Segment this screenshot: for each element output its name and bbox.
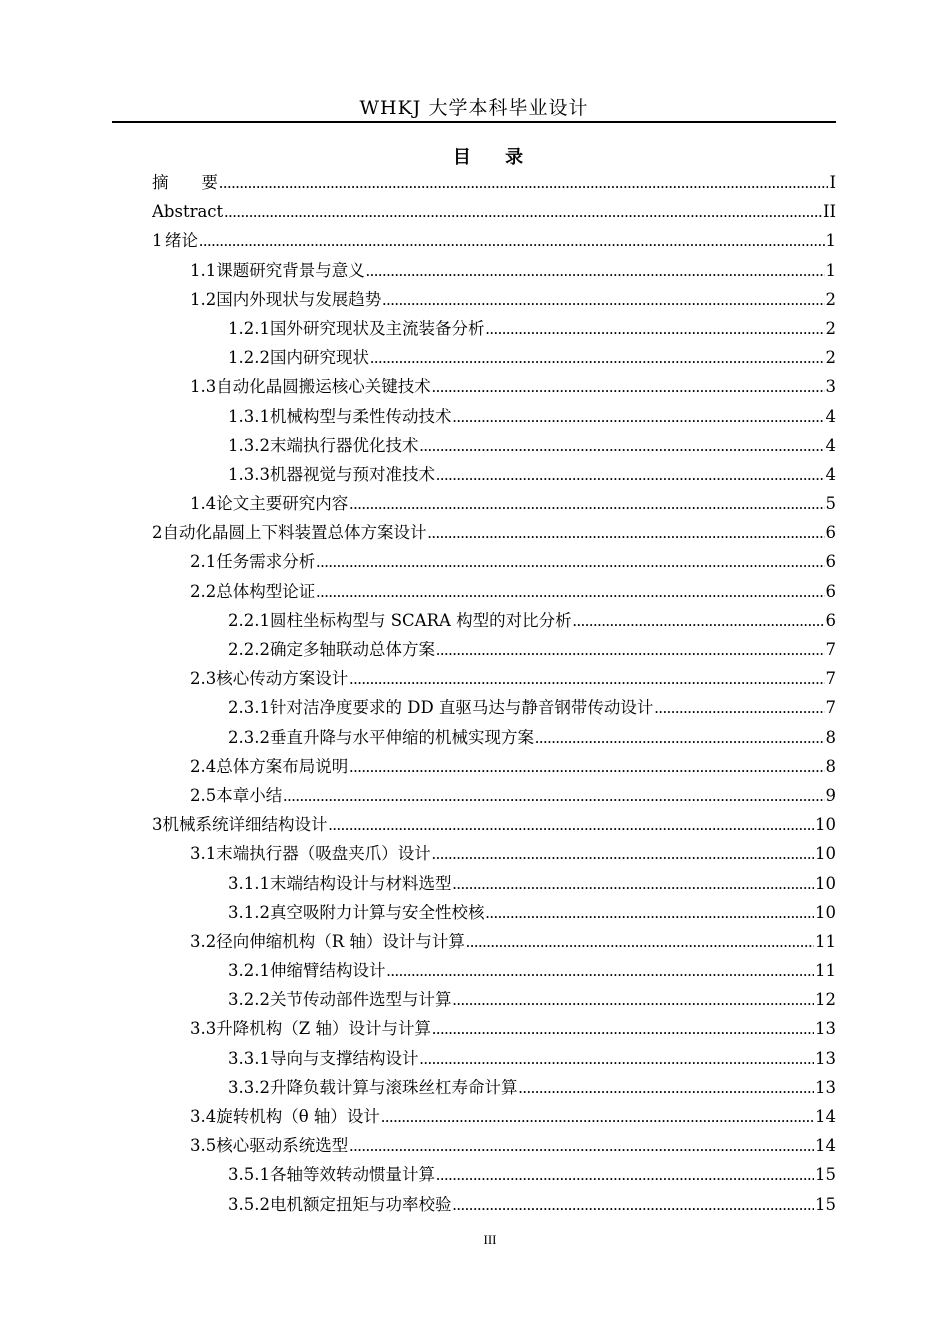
toc-dot-leader bbox=[329, 810, 815, 839]
toc-dot-leader bbox=[386, 956, 814, 985]
toc-entry-number: 3.4 bbox=[190, 1107, 217, 1126]
toc-entry-title: 针对洁净度要求的 DD 直驱马达与静音钢带传动设计 bbox=[269, 698, 654, 718]
toc-entry-number: 3.2.1 bbox=[228, 961, 270, 981]
toc-entry-number: 1.2 bbox=[190, 289, 217, 309]
toc-entry-number: 2 bbox=[152, 523, 163, 543]
toc-entry-page: 10 bbox=[815, 902, 836, 922]
toc-entry-title: 机械系统详细结构设计 bbox=[162, 815, 328, 835]
toc-entry-page: 6 bbox=[825, 610, 836, 630]
toc-entry[interactable] bbox=[152, 1102, 836, 1131]
toc-entry-page: 8 bbox=[825, 756, 836, 776]
toc-entry-page: 6 bbox=[825, 581, 836, 601]
toc-dot-leader bbox=[419, 431, 824, 460]
toc-entry[interactable] bbox=[152, 372, 836, 401]
toc-entry-title: 导向与支撑结构设计 bbox=[269, 1048, 419, 1068]
toc-entry[interactable] bbox=[152, 226, 836, 255]
toc-entry-number: 3.1.2 bbox=[228, 902, 270, 922]
toc-dot-leader bbox=[349, 664, 824, 693]
toc-dot-leader bbox=[316, 547, 824, 576]
toc-entry-title: 升降负载计算与滚珠丝杠寿命计算 bbox=[269, 1077, 518, 1097]
toc-entry-number: 2.1 bbox=[190, 552, 217, 572]
toc-entry-number: 1.1 bbox=[190, 260, 217, 280]
toc-entry-number: 3 bbox=[152, 815, 163, 835]
toc-entry-number: 1.3.2 bbox=[228, 435, 270, 455]
toc-entry-number: 1.3.1 bbox=[228, 406, 270, 426]
toc-dot-leader bbox=[370, 343, 825, 372]
toc-entry[interactable] bbox=[152, 1190, 836, 1219]
toc-entry-page: 13 bbox=[815, 1077, 836, 1097]
toc-entry-page: 2 bbox=[825, 289, 836, 309]
toc-entry[interactable] bbox=[152, 402, 836, 431]
toc-entry[interactable] bbox=[152, 197, 836, 226]
toc-entry-number: 3.5.2 bbox=[228, 1194, 270, 1214]
toc-entry-title: 本章小结 bbox=[216, 785, 283, 805]
toc-entry[interactable] bbox=[152, 343, 836, 372]
toc-entry-page: 7 bbox=[825, 698, 836, 718]
toc-entry-page: 4 bbox=[825, 435, 836, 455]
toc-entry[interactable] bbox=[152, 314, 836, 343]
toc-entry-page: 11 bbox=[815, 961, 836, 981]
toc-entry-number: 2.4 bbox=[190, 756, 217, 776]
toc-dot-leader bbox=[436, 460, 825, 489]
toc-entry-title: 垂直升降与水平伸缩的机械实现方案 bbox=[269, 727, 534, 747]
toc-entry-page: 6 bbox=[825, 523, 836, 543]
toc-entry-page: II bbox=[822, 202, 836, 222]
toc-entry-title: 论文主要研究内容 bbox=[216, 494, 349, 514]
toc-entry-title: 核心驱动系统选型 bbox=[216, 1136, 349, 1156]
toc-entry-number: 1.4 bbox=[190, 494, 217, 514]
toc-entry-number: 1 bbox=[152, 231, 163, 251]
toc-entry[interactable] bbox=[152, 1044, 836, 1073]
toc-entry-number: 3.5.1 bbox=[228, 1165, 270, 1185]
toc-entry-title: 自动化晶圆搬运核心关键技术 bbox=[216, 377, 431, 397]
toc-entry-page: 12 bbox=[815, 990, 836, 1010]
toc-entry-page: 11 bbox=[815, 931, 836, 951]
toc-entry[interactable] bbox=[152, 664, 836, 693]
toc-entry[interactable] bbox=[152, 168, 836, 197]
toc-dot-leader bbox=[428, 518, 825, 547]
toc-entry-title: Abstract bbox=[152, 202, 224, 222]
table-of-contents bbox=[152, 168, 836, 1219]
toc-entry-title: 国外研究现状及主流装备分析 bbox=[269, 318, 485, 338]
toc-entry-number: 2.3.2 bbox=[228, 727, 270, 747]
toc-dot-leader bbox=[452, 869, 814, 898]
toc-entry[interactable] bbox=[152, 489, 836, 518]
toc-entry-number: 1.3 bbox=[190, 377, 217, 397]
toc-entry-title: 径向伸缩机构（R 轴）设计与计算 bbox=[216, 931, 465, 951]
toc-entry-title: 升降机构（Z 轴）设计与计算 bbox=[216, 1019, 431, 1039]
toc-dot-leader bbox=[366, 256, 825, 285]
toc-entry-title: 圆柱坐标构型与 SCARA 构型的对比分析 bbox=[269, 610, 572, 630]
page-number: III bbox=[483, 1232, 497, 1247]
toc-entry[interactable] bbox=[152, 606, 836, 635]
toc-entry-page: 15 bbox=[815, 1165, 836, 1185]
toc-dot-leader bbox=[518, 1073, 814, 1102]
toc-entry-number: 3.1 bbox=[190, 844, 217, 864]
toc-entry-title: 自动化晶圆上下料装置总体方案设计 bbox=[162, 523, 427, 543]
toc-entry-title: 机器视觉与预对准技术 bbox=[269, 464, 435, 484]
toc-dot-leader bbox=[283, 781, 824, 810]
toc-entry-page: 2 bbox=[825, 348, 836, 368]
toc-entry-page: 4 bbox=[825, 464, 836, 484]
toc-entry-title: 总体方案布局说明 bbox=[216, 756, 349, 776]
toc-entry[interactable] bbox=[152, 518, 836, 547]
toc-dot-leader bbox=[466, 927, 814, 956]
toc-entry-number: 3.1.1 bbox=[228, 873, 270, 893]
toc-entry-number: 2.3 bbox=[190, 669, 217, 689]
toc-entry-title: 国内外现状与发展趋势 bbox=[216, 289, 382, 309]
toc-dot-leader bbox=[452, 1190, 814, 1219]
toc-dot-leader bbox=[219, 168, 828, 197]
toc-entry-title: 电机额定扭矩与功率校验 bbox=[269, 1194, 452, 1214]
toc-entry-title: 国内研究现状 bbox=[269, 348, 369, 368]
toc-entry-title: 旋转机构（θ 轴）设计 bbox=[216, 1107, 380, 1126]
toc-entry-title: 末端执行器（吸盘夹爪）设计 bbox=[216, 844, 431, 864]
toc-entry-page: 9 bbox=[825, 785, 836, 805]
toc-entry[interactable] bbox=[152, 431, 836, 460]
toc-entry-number: 2.3.1 bbox=[228, 698, 270, 718]
toc-entry[interactable] bbox=[152, 956, 836, 985]
toc-entry-title: 课题研究背景与意义 bbox=[216, 260, 365, 280]
toc-entry-title: 任务需求分析 bbox=[216, 552, 316, 572]
toc-dot-leader bbox=[349, 489, 824, 518]
toc-dot-leader bbox=[432, 1014, 814, 1043]
toc-entry-title: 各轴等效转动惯量计算 bbox=[269, 1165, 435, 1185]
toc-dot-leader bbox=[432, 839, 814, 868]
toc-entry-number: 3.3 bbox=[190, 1019, 217, 1039]
page-header: WHKJ 大学本科毕业设计 bbox=[359, 97, 589, 119]
toc-dot-leader bbox=[485, 898, 814, 927]
toc-entry-number: 3.3.2 bbox=[228, 1077, 270, 1097]
toc-entry-number: 3.2.2 bbox=[228, 990, 270, 1010]
toc-dot-leader bbox=[432, 372, 825, 401]
toc-entry[interactable] bbox=[152, 1014, 836, 1043]
toc-entry[interactable] bbox=[152, 547, 836, 576]
toc-entry-page: 6 bbox=[825, 552, 836, 572]
toc-entry-number: 3.3.1 bbox=[228, 1048, 270, 1068]
toc-entry[interactable] bbox=[152, 839, 836, 868]
toc-dot-leader bbox=[381, 1102, 814, 1131]
toc-entry-page: 2 bbox=[825, 318, 836, 338]
toc-entry-number: 1.2.2 bbox=[228, 348, 270, 368]
toc-entry-title: 核心传动方案设计 bbox=[216, 669, 349, 689]
toc-entry-page: 10 bbox=[815, 873, 836, 893]
toc-entry[interactable] bbox=[152, 577, 836, 606]
toc-dot-leader bbox=[452, 402, 824, 431]
toc-entry-page: 1 bbox=[825, 260, 836, 280]
toc-dot-leader bbox=[485, 314, 824, 343]
toc-entry[interactable] bbox=[152, 869, 836, 898]
toc-entry[interactable] bbox=[152, 1160, 836, 1189]
toc-entry[interactable] bbox=[152, 898, 836, 927]
toc-entry-page: 13 bbox=[815, 1019, 836, 1039]
toc-dot-leader bbox=[316, 577, 824, 606]
toc-entry-title: 总体构型论证 bbox=[216, 581, 316, 601]
toc-entry[interactable] bbox=[152, 285, 836, 314]
toc-entry-page: 7 bbox=[825, 669, 836, 689]
toc-dot-leader bbox=[199, 226, 824, 255]
toc-dot-leader bbox=[654, 693, 824, 722]
toc-entry[interactable] bbox=[152, 460, 836, 489]
toc-entry-number: 1.2.1 bbox=[228, 318, 270, 338]
toc-entry-number: 2.2 bbox=[190, 581, 217, 601]
toc-entry-page: 10 bbox=[815, 815, 836, 835]
toc-entry-page: 14 bbox=[815, 1136, 836, 1156]
toc-entry-number: 2.2.2 bbox=[228, 640, 270, 659]
toc-entry-page: 3 bbox=[825, 377, 836, 397]
toc-entry[interactable] bbox=[152, 635, 836, 664]
toc-entry-title: 关节传动部件选型与计算 bbox=[269, 990, 452, 1010]
toc-entry-title: 真空吸附力计算与安全性校核 bbox=[269, 902, 485, 922]
toc-entry[interactable] bbox=[152, 985, 836, 1014]
toc-entry-number: 3.2 bbox=[190, 931, 217, 951]
toc-entry-number: 2.2.1 bbox=[228, 610, 270, 630]
toc-entry-number: 3.5 bbox=[190, 1136, 217, 1156]
toc-entry[interactable] bbox=[152, 1131, 836, 1160]
toc-entry-page: 4 bbox=[825, 406, 836, 426]
toc-entry-title: 机械构型与柔性传动技术 bbox=[269, 406, 452, 426]
toc-entry-title: 末端结构设计与材料选型 bbox=[269, 873, 452, 893]
toc-entry[interactable] bbox=[152, 693, 836, 722]
toc-entry-page: I bbox=[829, 173, 836, 192]
header-rule bbox=[112, 121, 836, 123]
toc-entry-page: 15 bbox=[815, 1194, 836, 1214]
toc-entry-page: 10 bbox=[815, 844, 836, 864]
toc-entry[interactable] bbox=[152, 927, 836, 956]
toc-title: 目 录 bbox=[452, 147, 538, 168]
toc-entry-title: 末端执行器优化技术 bbox=[269, 435, 419, 455]
toc-entry[interactable] bbox=[152, 256, 836, 285]
toc-entry-page: 8 bbox=[825, 727, 836, 747]
toc-entry[interactable] bbox=[152, 1073, 836, 1102]
toc-entry-number: 1.3.3 bbox=[228, 464, 270, 484]
toc-entry-page: 5 bbox=[825, 494, 836, 514]
toc-dot-leader bbox=[436, 635, 825, 664]
toc-dot-leader bbox=[535, 723, 825, 752]
toc-entry-page: 14 bbox=[815, 1107, 836, 1126]
toc-entry[interactable] bbox=[152, 723, 836, 752]
toc-dot-leader bbox=[349, 1131, 814, 1160]
toc-entry-title: 摘 要 bbox=[152, 173, 218, 192]
toc-dot-leader bbox=[419, 1044, 814, 1073]
toc-dot-leader bbox=[382, 285, 824, 314]
toc-entry[interactable] bbox=[152, 810, 836, 839]
toc-dot-leader bbox=[573, 606, 825, 635]
toc-dot-leader bbox=[436, 1160, 814, 1189]
toc-entry-page: 7 bbox=[825, 640, 836, 659]
toc-dot-leader bbox=[349, 752, 824, 781]
toc-entry-title: 伸缩臂结构设计 bbox=[269, 961, 386, 981]
toc-entry-number: 2.5 bbox=[190, 785, 217, 805]
toc-entry-title: 确定多轴联动总体方案 bbox=[269, 640, 435, 659]
toc-entry-page: 13 bbox=[815, 1048, 836, 1068]
toc-dot-leader bbox=[452, 985, 814, 1014]
toc-entry[interactable] bbox=[152, 752, 836, 781]
toc-entry-page: 1 bbox=[825, 231, 836, 251]
toc-entry[interactable] bbox=[152, 781, 836, 810]
toc-dot-leader bbox=[224, 197, 822, 226]
toc-entry-title: 绪论 bbox=[165, 231, 199, 251]
